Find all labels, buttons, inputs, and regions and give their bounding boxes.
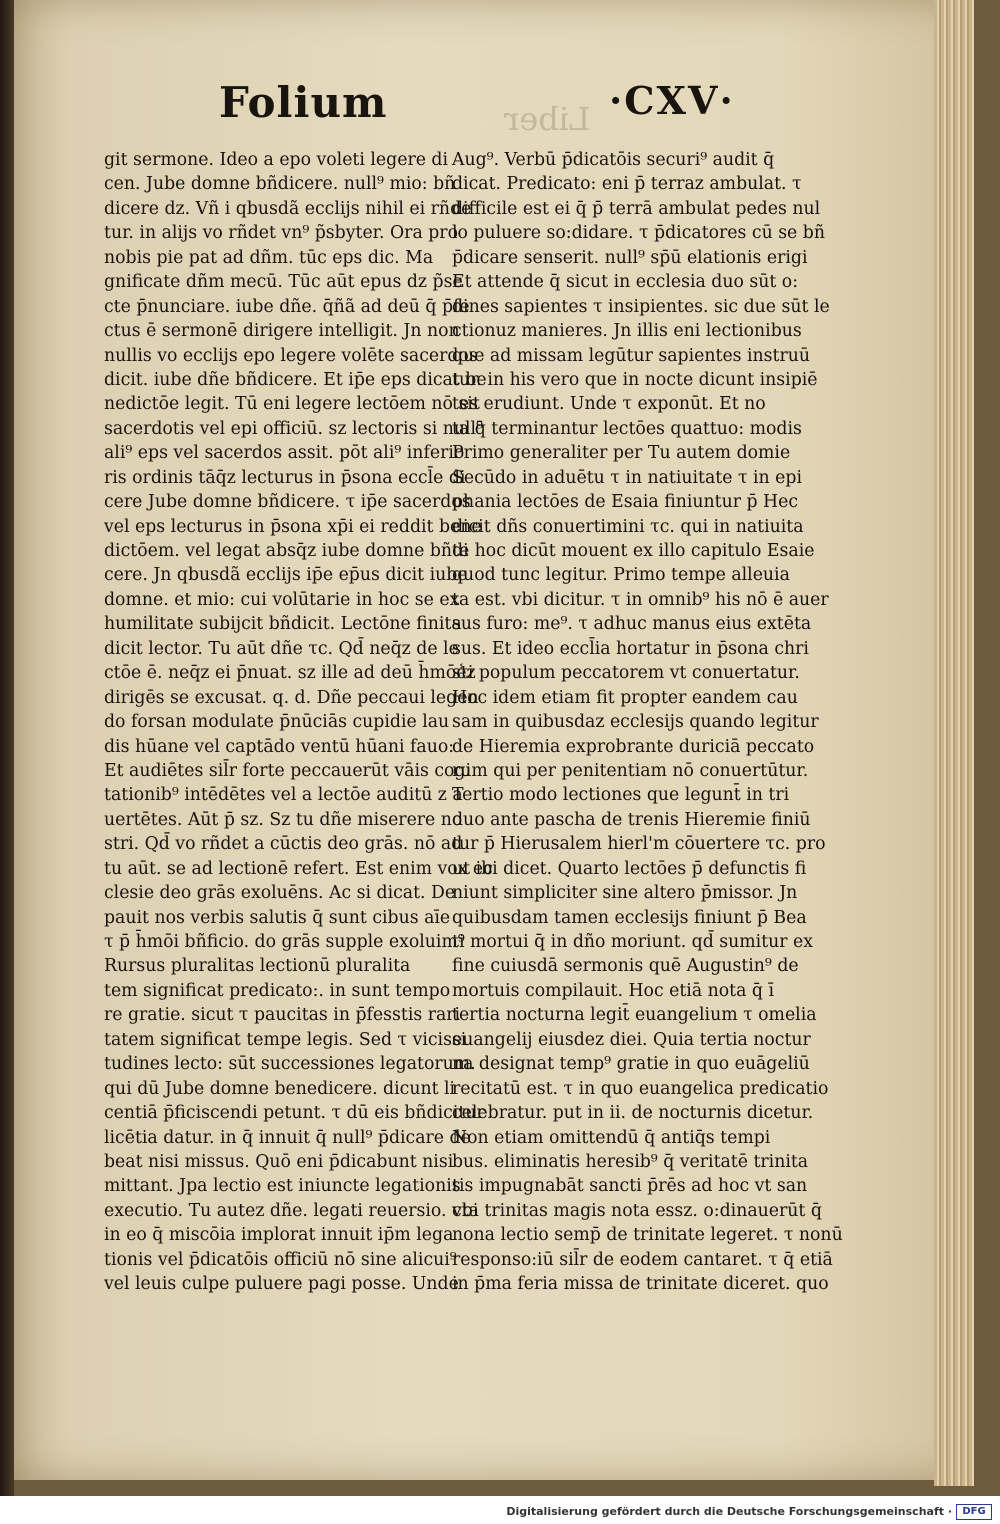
text-line: stri. Qd̄ vo rñdet a cūctis deo grās. nō ad	[104, 834, 463, 855]
text-line: pauit nos verbis salutis q̄ sunt cibus aīe	[104, 907, 451, 928]
text-line: re gratie. sicut τ paucitas in p̄fesstis rari	[104, 1005, 461, 1026]
text-line: nedictōe legit. Tū eni legere lectōem nō sit	[104, 394, 480, 415]
text-line: clesie deo grās exoluēns. Ac si dicat. De	[104, 883, 456, 904]
text-line: tur. in his vero que in nocte dicunt insipiē	[452, 369, 818, 390]
text-line: tatem significat tempe legis. Sed τ vicissi	[104, 1029, 467, 1050]
text-line: que ad missam legūtur sapientes instruū	[452, 345, 811, 366]
text-line: cen. Jube domne bñdicere. null⁹ mio: bñ	[104, 174, 456, 195]
text-line: cere Jube domne bñdicere. τ ip̄e sacerdos	[104, 492, 471, 513]
text-line: cere. Jn qbusdã ecclijs ip̄e ep̄us dicit iube	[104, 565, 468, 586]
text-line: Aug⁹. Verbū p̄dicatōis securi⁹ audit q̄	[452, 150, 775, 170]
text-line: ris ordinis tāq̄z lecturus in p̄sona eccl̄e di	[104, 467, 466, 488]
text-line: git sermone. Ideo a epo voleti legere di	[104, 150, 449, 170]
text-line: domne. et mio: cui volūtarie in hoc se ex	[104, 589, 460, 610]
text-line: quod tunc legitur. Primo tempe alleuia	[452, 565, 790, 586]
text-line: euangelij eiusdez diei. Quia tertia noctur	[452, 1029, 811, 1050]
text-line: executio. Tu autez dñe. legati reuersio. vbi	[104, 1200, 479, 1221]
text-line: dirigēs se excusat. q. d. Dñe peccaui legen	[104, 687, 479, 708]
text-line: Non etiam omittendū q̄ antiq̄s tempi	[452, 1127, 771, 1148]
text-line: mortuis compilauit. Hoc etiā nota q̄ ī	[452, 980, 774, 1001]
text-line: bus. eliminatis heresib⁹ q̄ veritatē trinita	[452, 1151, 809, 1172]
text-line: dicit dñs conuertimini τc. qui in natiuita	[452, 516, 804, 537]
text-line: ctionuz manieres. Jn illis eni lectionibus	[452, 321, 802, 342]
text-line: p̄dicare senserit. null⁹ sp̄ū elationis erigi	[452, 247, 808, 268]
text-line: Secūdo in aduētu τ in natiuitate τ in epi	[452, 467, 802, 488]
text-line: ta est. vbi dicitur. τ in omnib⁹ his nō ē auer	[452, 589, 829, 610]
text-line: ali⁹ eps vel sacerdos assit. pōt ali⁹ inferio	[104, 443, 465, 464]
text-line: ti mortui q̄ in dño moriunt. qd̄ sumitur ex	[452, 932, 814, 952]
text-line: duo ante pascha de trenis Hieremie finiū	[452, 809, 811, 830]
text-line: dines sapientes τ insipientes. sic due sūt le	[452, 296, 830, 317]
text-line: sam in quibusdaz ecclesijs quando legitur	[452, 712, 819, 733]
text-line: Hoc idem etiam fit propter eandem cau	[452, 687, 798, 708]
text-line: dicit. iube dñe bñdicere. Et ip̄e eps dicat be	[104, 369, 487, 390]
text-line: niunt simpliciter sine altero p̄missor. Jn	[452, 883, 798, 904]
text-line: vel leuis culpe puluere pagi posse. Unde	[104, 1274, 459, 1295]
left-text-column	[104, 148, 493, 1297]
text-line: dis hūane vel captādo ventū hūani fauo:	[104, 736, 455, 757]
text-line: uertētes. Aūt p̄ sz. Sz tu dñe miserere no	[104, 809, 463, 830]
text-line: τ p̄ h̄mōi bñficio. do grās supple exoluim⁹	[104, 932, 465, 952]
book-binding-edge	[0, 0, 14, 1496]
text-line: lo puluere so:didare. τ p̄dicatores cū se bñ	[452, 223, 825, 244]
text-line: in p̄ma feria missa de trinitate diceret. quo	[452, 1274, 829, 1295]
text-line: tationib⁹ intēdētes vel a lectōe auditū z a	[104, 785, 463, 806]
text-line: tur p̄ Hierusalem hierl'm cōuertere τc. pro	[452, 834, 826, 855]
text-line: centiā p̄ficiscendi petunt. τ dū eis bñdicitur	[104, 1103, 485, 1124]
funding-credit: Digitalisierung gefördert durch die Deutsche Forschungsgemeinschaft ·	[506, 1505, 952, 1518]
text-line: dictōem. vel legat absq̄z iube domne bñdi	[104, 541, 469, 561]
text-line: mittant. Jpa lectio est iniuncte legationis	[104, 1176, 461, 1197]
text-line: te hoc dicūt mouent ex illo capitulo Esaie	[452, 541, 815, 561]
text-line: ta q̄ terminantur lectōes quattuo: modis	[452, 418, 802, 439]
text-line: recitatū est. τ in quo euangelica predicatio	[452, 1078, 829, 1099]
text-line: sus furo: me⁹. τ adhuc manus eius extēta	[452, 614, 812, 635]
text-line: Rursus pluralitas lectionū pluralita	[104, 956, 411, 977]
text-line: Tertio modo lectiones que legunt̄ in tri	[452, 785, 790, 806]
text-line: dicat. Predicato: eni p̄ terraz ambulat. τ	[452, 174, 802, 195]
dfg-logo: DFG	[956, 1504, 992, 1520]
text-line: sacerdotis vel epi officiū. sz lectoris si null⁹	[104, 418, 484, 439]
show-through-text: Liber	[504, 100, 591, 138]
text-line: difficile est ei q̄ p̄ terrā ambulat pedes nul	[452, 198, 821, 219]
text-line: ut ibi dicet. Quarto lectōes p̄ defunctis fi	[452, 858, 807, 879]
text-line: cte p̄nunciare. iube dñe. q̄ñã ad deū q̄ p̄fe	[104, 296, 470, 317]
text-line: tionis vel p̄dicatōis officiū nō sine alicui⁹	[104, 1249, 457, 1270]
text-line: tes erudiunt. Unde τ exponūt. Et no	[452, 394, 766, 415]
book-page	[14, 0, 974, 1480]
text-line: qui dū Jube domne benedicere. dicunt li	[104, 1078, 456, 1099]
text-line: nona lectio semp̄ de trinitate legeret. τ nonū	[452, 1225, 843, 1246]
text-line: tu aūt. se ad lectionē refert. Est enim vox ec	[104, 858, 493, 879]
text-line: nobis pie pat ad dñm. tūc eps dic. Ma	[104, 247, 434, 268]
text-line: tertia nocturna legit̄ euangelium τ omelia	[452, 1005, 817, 1026]
text-line: dicere dz. Vñ i qbusdã ecclijs nihil ei rñde	[104, 198, 472, 219]
text-line: sti populum peccatorem vt conuertatur.	[452, 663, 800, 684]
running-head-folium: Folium	[219, 78, 388, 127]
page-edges	[934, 0, 974, 1486]
text-line: celebratur. put in ii. de nocturnis dicetur.	[452, 1103, 814, 1124]
text-line: nullis vo ecclijs epo legere volēte sacerdos	[104, 345, 478, 366]
text-line: beat nisi missus. Quō eni p̄dicabunt nisi	[104, 1151, 454, 1172]
text-line: ctōe ē. neq̄z ei p̄nuat. sz ille ad deū h̄mōe̾z	[104, 663, 476, 684]
text-line: Et audiētes sil̄r forte peccauerūt vāis cogi	[104, 760, 471, 781]
text-line: quibusdam tamen ecclesijs finiunt p̄ Bea	[452, 907, 807, 928]
text-line: Et attende q̄ sicut in ecclesia duo sūt o:	[452, 272, 799, 293]
right-text-column	[452, 148, 843, 1297]
text-line: Primo generaliter per Tu autem domie	[452, 443, 791, 464]
text-line: phania lectōes de Esaia finiuntur p̄ Hec	[452, 492, 799, 513]
text-line: licētia datur. in q̄ innuit q̄ null⁹ p̄dicare de	[104, 1127, 471, 1148]
text-line: responso:iū sil̄r de eodem cantaret. τ q̄ etiā	[452, 1249, 833, 1270]
text-line: cta trinitas magis nota essz. o:dinauerūt q̄	[452, 1200, 822, 1221]
text-line: sus. Et ideo eccl̄ia hortatur in p̄sona chri	[452, 638, 809, 659]
text-line: tem significat predicato:. in sunt tempo	[104, 980, 451, 1001]
text-line: vel eps lecturus in p̄sona xp̄i ei reddit bene	[104, 516, 482, 537]
text-line: ctus ē sermonē dirigere intelligit. Jn non	[104, 321, 460, 342]
text-line: humilitate subijcit bñdicit. Lectōne finita	[104, 614, 462, 635]
text-line: do forsan modulate p̄nūciās cupidie lau	[104, 712, 450, 733]
text-line: gnificate dñm mecū. Tūc aūt epus dz p̃se	[104, 272, 463, 293]
text-line: tis impugnabāt sancti p̄rēs ad hoc vt san	[452, 1176, 808, 1197]
text-line: tudines lecto: sūt successiones legatorum.	[104, 1054, 476, 1075]
text-line: in eo q̄ miscōia implorat innuit ip̄m lega	[104, 1225, 454, 1246]
text-line: de Hieremia exprobrante duriciā peccato	[452, 736, 815, 757]
text-line: na designat temp⁹ gratie in quo euāgeliū	[452, 1054, 810, 1075]
text-line: fine cuiusdā sermonis quē Augustin⁹ de	[452, 956, 799, 977]
text-line: tur. in alijs vo rñdet vn⁹ p̃sbyter. Ora pro	[104, 223, 458, 244]
folio-number: ·CXV·	[609, 78, 735, 123]
text-line: rum qui per penitentiam nō conuertūtur.	[452, 760, 809, 781]
text-line: dicit lector. Tu aūt dñe τc. Qd̄ neq̄z de le	[104, 638, 459, 659]
